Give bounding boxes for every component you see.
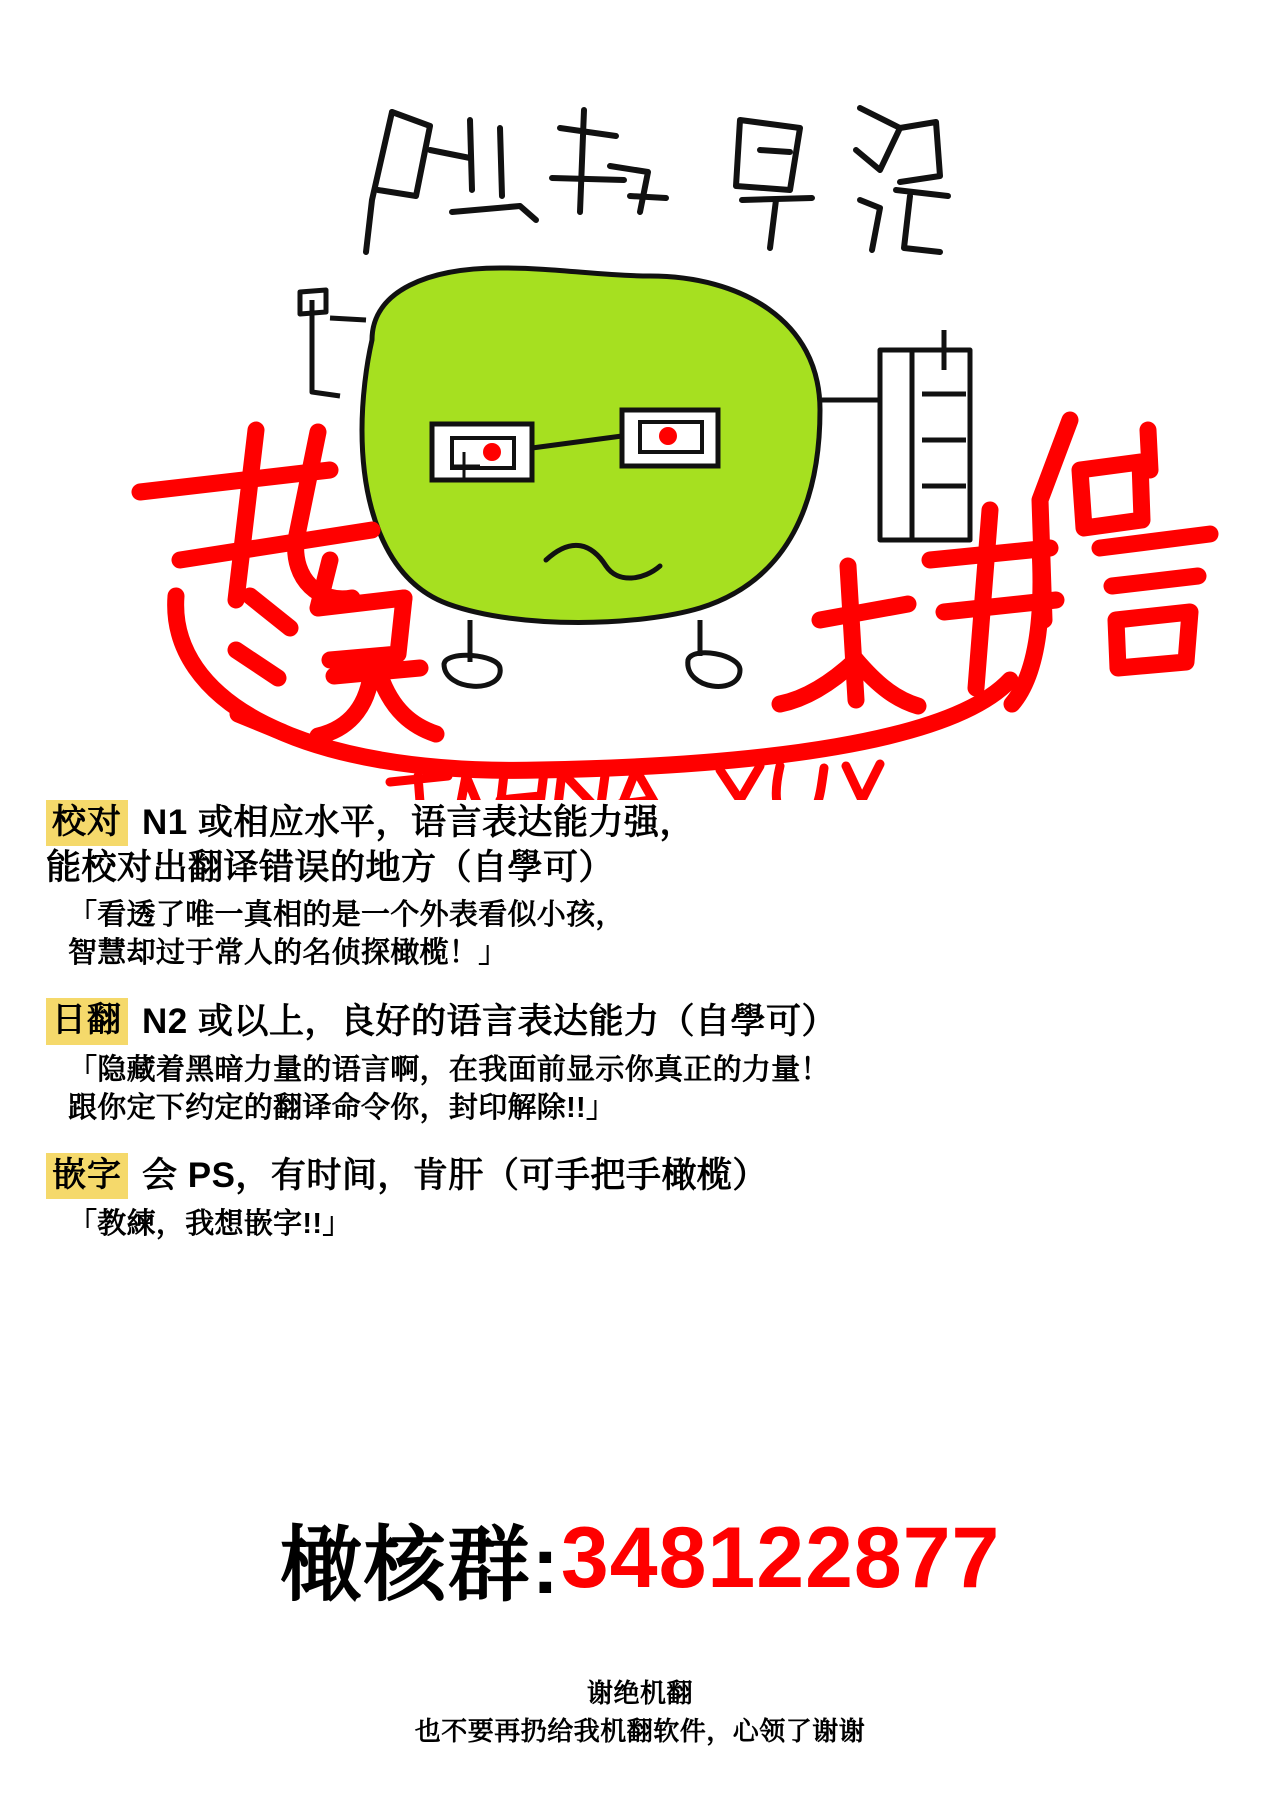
role-requirement-line1: N2 或以上，良好的语言表达能力（自學可） [142,1001,837,1041]
role-header [46,1153,1234,1199]
role-block-translator [0,998,1280,1127]
role-quote-line1: 「教練，我想嵌字!!」 [68,1208,352,1241]
role-quote-line1: 「看透了唯一真相的是一个外表看似小孩， [68,898,625,931]
role-header [46,800,1234,846]
role-quote-typesetter [68,1205,1234,1243]
role-block-typesetter [0,1153,1280,1243]
role-tag-typesetter: 嵌字 [46,1153,128,1199]
role-quote-proofreader [68,896,1234,973]
footer-note [0,1675,1280,1750]
footer-line-2: 也不要再扔给我机翻软件，心领了谢谢 [414,1715,866,1746]
role-block-proofreader [0,800,1280,972]
role-tag-proofreader: 校对 [46,800,128,846]
group-number[interactable]: 348122877 [560,1510,1001,1606]
role-quote-translator [68,1051,1234,1128]
role-requirement-line1: 会 PS，有时间，肯肝（可手把手橄榄） [142,1156,768,1196]
recruitment-list [0,800,1280,1269]
role-quote-line2: 跟你定下约定的翻译命令你，封印解除!!」 [68,1091,616,1124]
handwritten-title-icon [366,108,948,252]
group-label: 橄核群: [279,1520,561,1611]
role-requirement-line2: 能校对出翻译错误的地方（自學可） [46,848,615,888]
role-quote-line1: 「隐藏着黑暗力量的语言啊，在我面前显示你真正的力量！ [68,1053,830,1086]
role-requirement-line1: N1 或相应水平，语言表达能力强， [142,803,695,843]
illustration-area [0,0,1280,800]
role-tag-translator: 日翻 [46,998,128,1044]
footer-line-1: 谢绝机翻 [586,1678,693,1708]
group-line [0,1500,1280,1617]
role-quote-line2: 智慧却过于常人的名侦探橄榄！」 [68,937,508,970]
role-header [46,998,1234,1044]
